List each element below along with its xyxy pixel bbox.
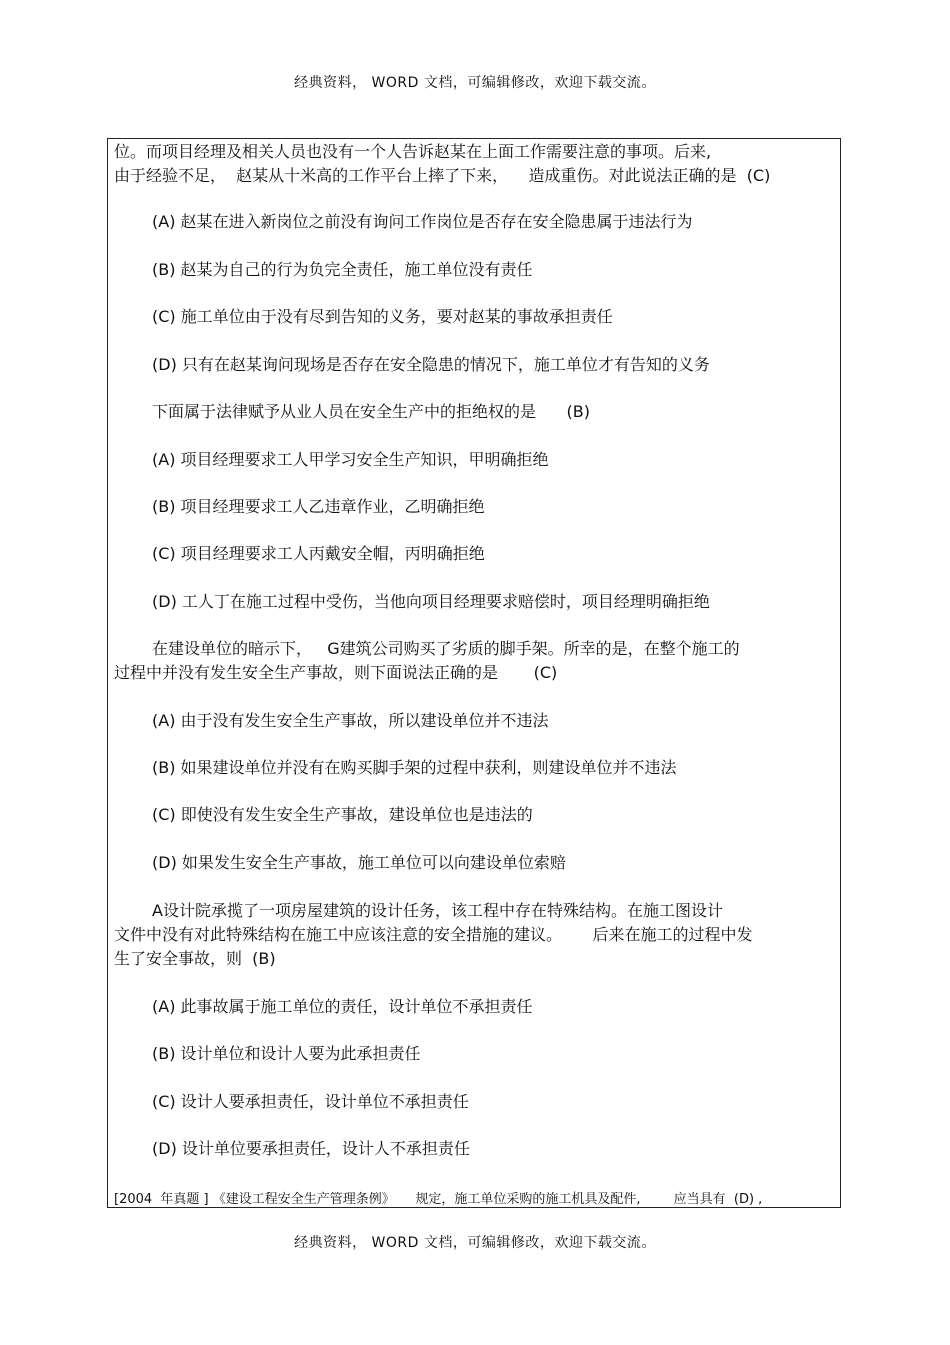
q4-line-3: 生了安全事故，则 (B) [114,949,276,968]
q4-line-2: 文件中没有对此特殊结构在施工中应该注意的安全措施的建议。 后来在施工的过程中发 [114,925,753,944]
q2-option-d: (D) 工人丁在施工过程中受伤，当他向项目经理要求赔偿时，项目经理明确拒绝 [152,592,710,611]
page-header: 经典资料， WORD 文档，可编辑修改，欢迎下载交流。 [294,75,656,91]
q4-option-b: (B) 设计单位和设计人要为此承担责任 [152,1044,421,1063]
q2-option-a: (A) 项目经理要求工人甲学习安全生产知识，甲明确拒绝 [152,450,549,469]
q3-option-b: (B) 如果建设单位并没有在购买脚手架的过程中获利，则建设单位并不违法 [152,758,677,777]
content-frame [107,138,841,1208]
q1-option-c: (C) 施工单位由于没有尽到告知的义务，要对赵某的事故承担责任 [152,307,613,326]
q2-stem: 下面属于法律赋予从业人员在安全生产中的拒绝权的是 (B) [152,402,590,421]
q3-option-a: (A) 由于没有发生安全生产事故，所以建设单位并不违法 [152,711,549,730]
q2-option-c: (C) 项目经理要求工人丙戴安全帽，丙明确拒绝 [152,544,485,563]
q1-option-b: (B) 赵某为自己的行为负完全责任，施工单位没有责任 [152,260,533,279]
q4-option-d: (D) 设计单位要承担责任，设计人不承担责任 [152,1139,470,1158]
q3-line-2: 过程中并没有发生安全生产事故，则下面说法正确的是 (C) [114,663,558,682]
q4-line-1: A设计院承揽了一项房屋建筑的设计任务，该工程中存在特殊结构。在施工图设计 [152,901,723,920]
page-footer: 经典资料， WORD 文档，可编辑修改，欢迎下载交流。 [294,1235,656,1251]
q5-line-1: [2004 年真题 ] 《建设工程安全生产管理条例》 规定，施工单位采购的施工机具及配件, 应当具有 (D) , [114,1192,763,1207]
q1-line-1: 位。而项目经理及相关人员也没有一个人告诉赵某在上面工作需要注意的事项。后来, [114,142,712,161]
q3-option-c: (C) 即使没有发生安全生产事故，建设单位也是违法的 [152,805,533,824]
q3-line-1: 在建设单位的暗示下， G建筑公司购买了劣质的脚手架。所幸的是，在整个施工的 [152,639,740,658]
q1-option-a: (A) 赵某在进入新岗位之前没有询问工作岗位是否存在安全隐患属于违法行为 [152,212,693,231]
q2-option-b: (B) 项目经理要求工人乙违章作业，乙明确拒绝 [152,497,485,516]
q1-option-d: (D) 只有在赵某询问现场是否存在安全隐患的情况下，施工单位才有告知的义务 [152,355,710,374]
q4-option-c: (C) 设计人要承担责任，设计单位不承担责任 [152,1092,469,1111]
q1-line-2: 由于经验不足， 赵某从十米高的工作平台上摔了下来， 造成重伤。对此说法正确的是 (C) [114,166,771,185]
q4-option-a: (A) 此事故属于施工单位的责任，设计单位不承担责任 [152,997,533,1016]
q3-option-d: (D) 如果发生安全生产事故，施工单位可以向建设单位索赔 [152,853,566,872]
